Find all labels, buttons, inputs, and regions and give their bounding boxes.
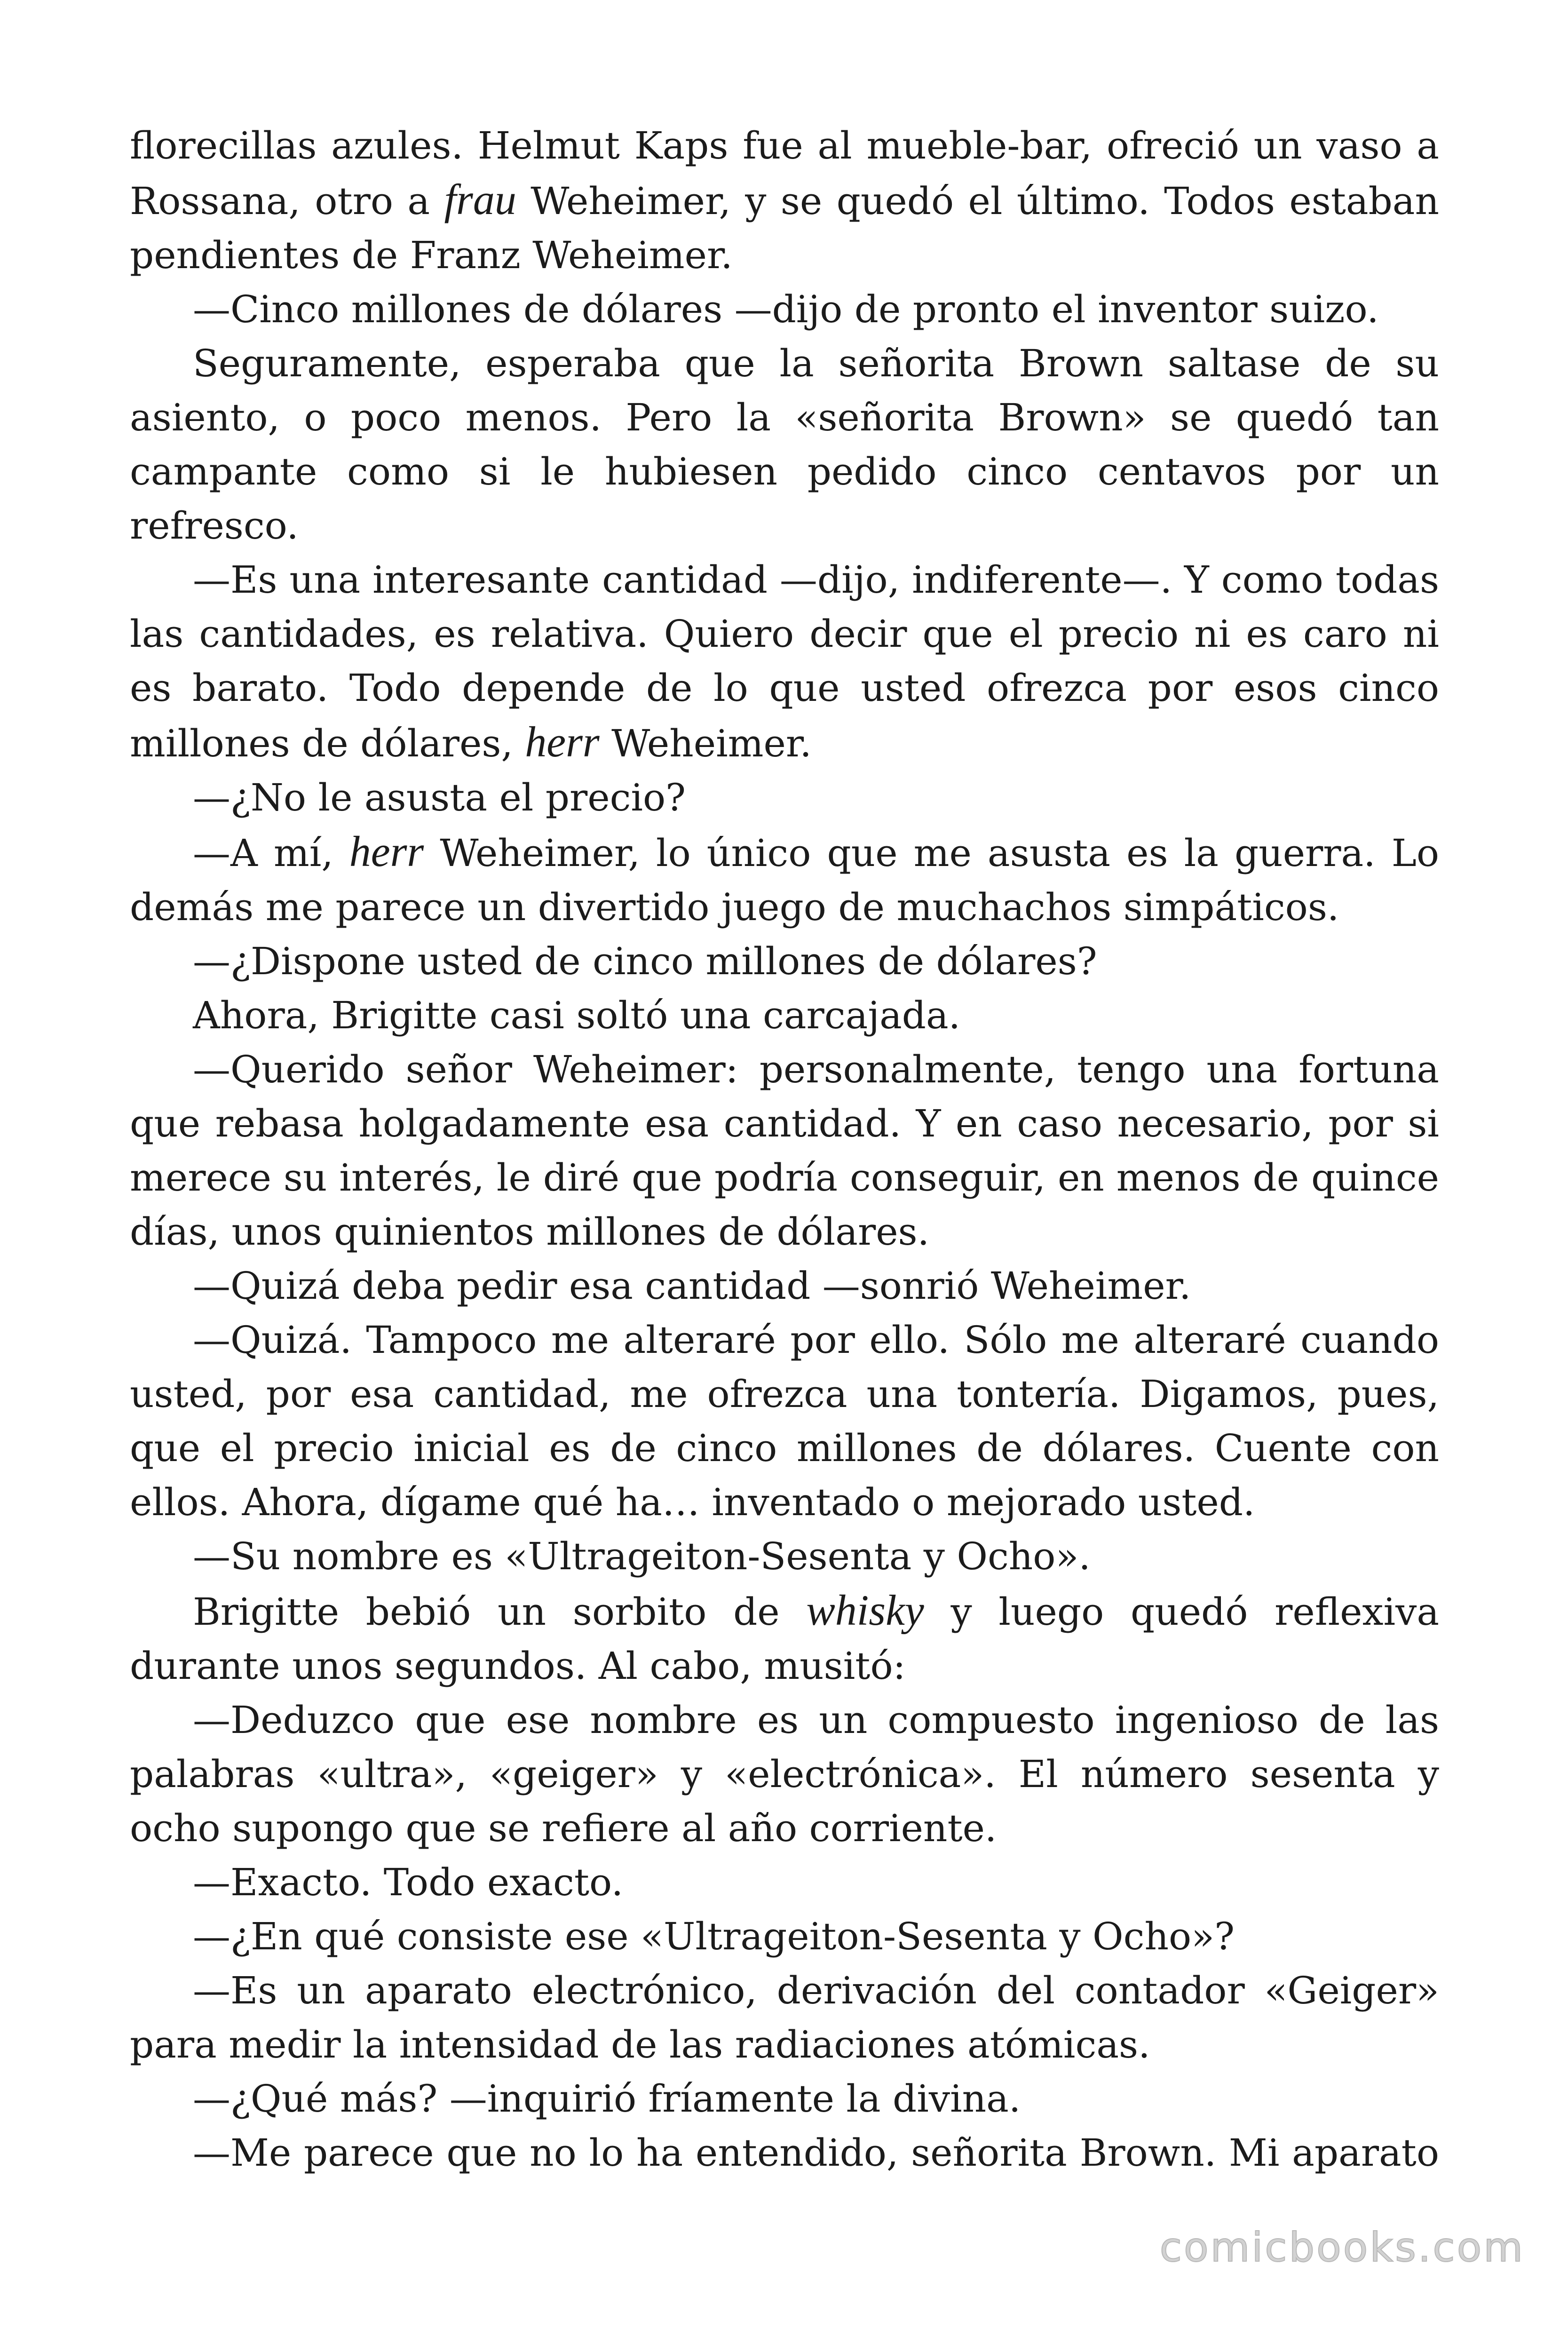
italic-text: herr (349, 827, 424, 875)
text-segment: —Es un aparato electrónico, derivación del contador «Geiger» para medir la intensidad de las radiaciones atómicas. (130, 1969, 1439, 2066)
text-segment: —Quizá deba pedir esa cantidad —sonrió Weheimer. (193, 1264, 1191, 1308)
paragraph (130, 771, 1439, 825)
text-segment: —Querido señor Weheimer: personalmente, tengo una fortuna que rebasa holgadamente esa cantidad. Y en caso necesario, por si merece su interés, le diré que podría conseguir, en menos de quince días, unos quinientos millones de dólares. (130, 1048, 1439, 1254)
text-segment: —A mí, (193, 831, 349, 875)
italic-text: whisky (806, 1586, 924, 1634)
paragraph (130, 1259, 1439, 1313)
text-segment: —Cinco millones de dólares —dijo de pronto el inventor suizo. (193, 287, 1379, 331)
paragraph (130, 2126, 1439, 2180)
watermark: comicbooks.com (1159, 2224, 1525, 2271)
text-segment: Weheimer, y se quedó el último. Todos estaban pendientes de Franz Weheimer. (130, 179, 1439, 277)
italic-text: herr (525, 718, 600, 766)
text-segment: —¿No le asusta el precio? (193, 776, 686, 819)
text-segment: —¿Qué más? —inquirió fríamente la divina. (193, 2077, 1021, 2121)
paragraph (130, 1693, 1439, 1855)
text-segment: Seguramente, esperaba que la señorita Brown saltase de su asiento, o poco menos. Pero la «señorita Brown» se quedó tan campante como si le hubiesen pedido cinco centavos por un refresco. (130, 342, 1439, 548)
paragraph (130, 1529, 1439, 1583)
paragraph (130, 1583, 1439, 1693)
text-segment: —¿En qué consiste ese «Ultrageiton-Sesenta y Ocho»? (193, 1915, 1235, 1958)
paragraph (130, 1042, 1439, 1259)
text-segment: —¿Dispone usted de cinco millones de dólares? (193, 939, 1097, 983)
text-segment: —Exacto. Todo exacto. (193, 1860, 624, 1904)
paragraph (130, 336, 1439, 553)
paragraph (130, 1855, 1439, 1909)
text-segment: florecillas azules. Helmut Kaps fue al mueble-bar, ofreció un vaso a Rossana, otro a (130, 124, 1439, 223)
text-segment: —Quizá. Tampoco me alteraré por ello. Sólo me alteraré cuando usted, por esa cantidad, me ofrezca una tontería. Digamos, pues, que el precio inicial es de cinco millones de dólares. Cuente con ellos. Ahora, dígame qué ha… inventado o mejorado usted. (130, 1318, 1439, 1524)
text-segment: Ahora, Brigitte casi soltó una carcajada. (193, 993, 961, 1037)
text-segment: —Su nombre es «Ultrageiton-Sesenta y Ocho». (193, 1534, 1091, 1578)
paragraph (130, 553, 1439, 771)
text-segment: y luego quedó reflexiva durante unos segundos. Al cabo, musitó: (130, 1590, 1440, 1688)
paragraph (130, 988, 1439, 1042)
paragraph (130, 282, 1439, 336)
italic-text: frau (444, 175, 516, 223)
text-segment: —Es una interesante cantidad —dijo, indiferente—. Y como todas las cantidades, es relativa. Quiero decir que el precio ni es caro ni es barato. Todo depende de lo que usted ofrezca por esos cinco millones de dólares, (130, 558, 1439, 765)
text-segment: Weheimer. (599, 722, 812, 765)
paragraph (130, 1313, 1439, 1529)
page-body-text (130, 119, 1439, 2180)
paragraph (130, 934, 1439, 988)
text-segment: Weheimer, lo único que me asusta es la guerra. Lo demás me parece un divertido juego de muchachos simpáticos. (130, 831, 1439, 929)
paragraph (130, 2072, 1439, 2126)
text-segment: —Deduzco que ese nombre es un compuesto ingenioso de las palabras «ultra», «geiger» y «electrónica». El número sesenta y ocho supongo que se refiere al año corriente. (130, 1698, 1439, 1850)
paragraph (130, 119, 1439, 282)
paragraph (130, 1963, 1439, 2072)
paragraph (130, 1909, 1439, 1963)
text-segment: —Me parece que no lo ha entendido, señorita Brown. Mi aparato (193, 2131, 1439, 2175)
paragraph (130, 825, 1439, 934)
text-segment: Brigitte bebió un sorbito de (193, 1590, 807, 1634)
